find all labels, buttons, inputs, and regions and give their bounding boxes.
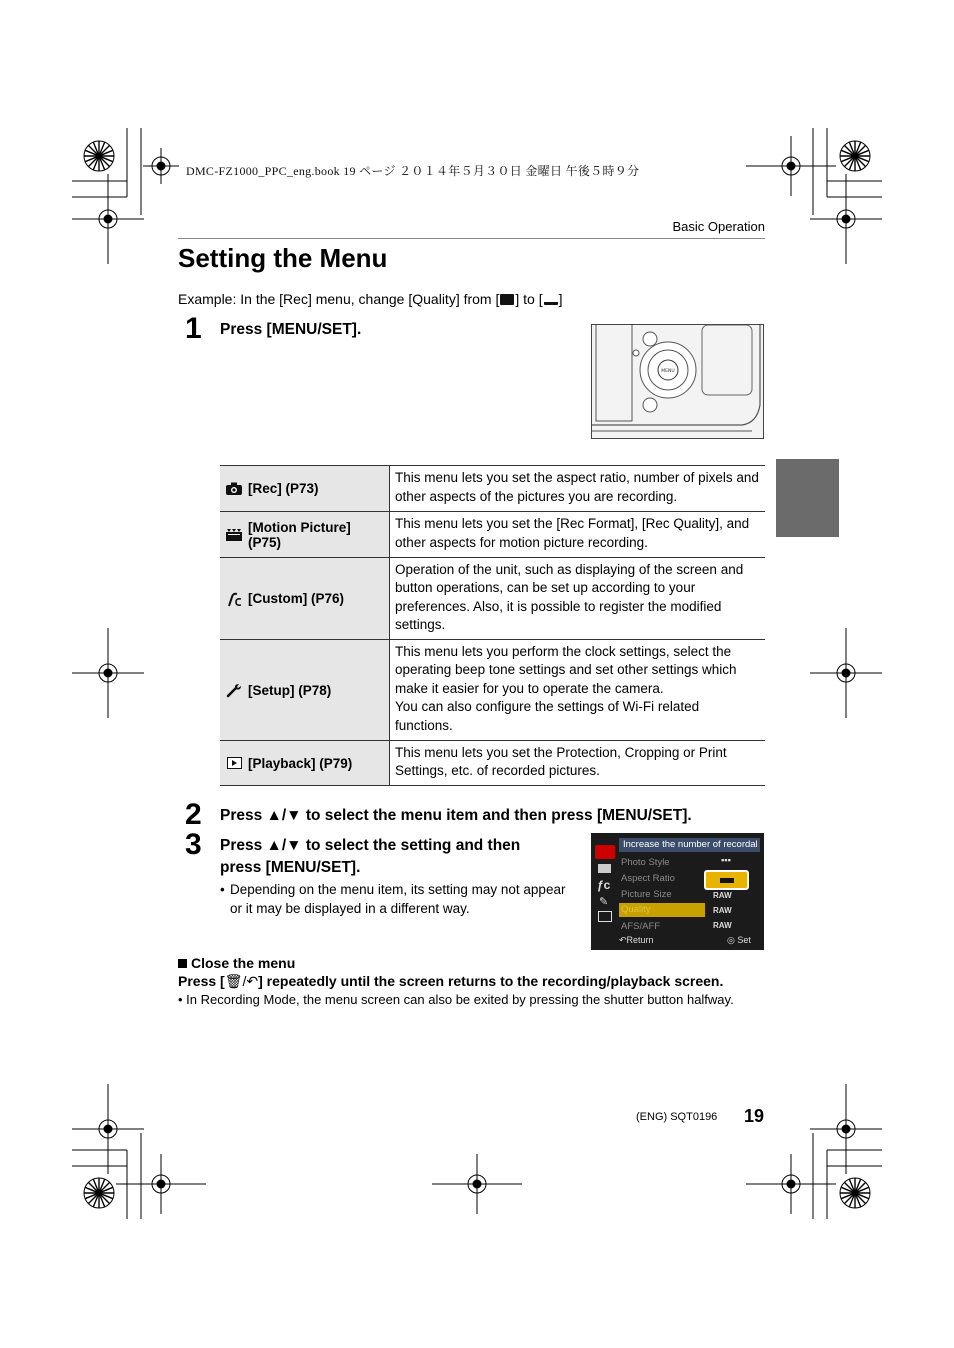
playback-icon <box>226 755 242 771</box>
menu-desc-custom: Operation of the unit, such as displaying of the screen and button operations, can be set up according to your preferences. Also, it is possible to register the modified settings. <box>390 558 766 640</box>
menu-label-playback: [Playback] (P79) <box>248 755 353 771</box>
menu-desc-rec: This menu lets you set the aspect ratio, number of pixels and other aspects of the pictures you are recording. <box>390 466 766 512</box>
lcd-option-raw-3[interactable]: RAW <box>713 921 732 930</box>
lcd-return[interactable] <box>619 935 654 946</box>
step-3-bullet-text: Depending on the menu item, its setting may not appear or it may be displayed in a different way. <box>230 882 566 916</box>
table-row <box>220 640 765 741</box>
menu-desc-playback: This menu lets you set the Protection, Cropping or Print Settings, etc. of recorded pictures. <box>390 741 766 786</box>
square-bullet-icon <box>178 959 187 968</box>
lcd-item-afs-aff[interactable]: AFS/AFF <box>621 921 661 932</box>
bullet-marker: • <box>220 882 225 897</box>
menu-label-setup: [Setup] (P78) <box>248 682 332 698</box>
section-side-tab <box>776 459 839 537</box>
step-3-text: Press ▲/▼ to select the setting and then press [MENU/SET]. <box>220 837 521 876</box>
example-prefix: Example: In the [Rec] menu, change [Quality] from [ <box>178 291 500 307</box>
lcd-playback-tab-icon <box>598 911 612 922</box>
lcd-item-aspect-ratio[interactable]: Aspect Ratio <box>621 873 675 884</box>
menu-label-motion-picture: [Motion Picture] (P75) <box>248 519 351 550</box>
table-row <box>220 466 765 512</box>
step-3-number: 3 <box>185 828 202 861</box>
lcd-option-raw-1[interactable]: RAW <box>713 891 732 900</box>
lcd-option-standard-selected[interactable] <box>704 870 749 890</box>
example-middle: ] to [ <box>515 291 543 307</box>
print-header: DMC-FZ1000_PPC_eng.book 19 ページ ２０１４年５月３０日 金曜日 午後５時９分 <box>186 164 640 178</box>
close-menu-instruction <box>178 973 723 990</box>
section-label: Basic Operation <box>672 219 765 234</box>
lcd-menu-screenshot <box>591 833 764 950</box>
example-suffix: ] <box>558 291 563 307</box>
page-number: 19 <box>744 1106 765 1126</box>
table-row <box>220 512 765 558</box>
quality-standard-icon <box>720 878 734 883</box>
title-rule <box>178 238 765 239</box>
trash-return-icon: 🗑/↶ <box>224 973 259 989</box>
lcd-custom-tab-icon: ƒc <box>597 878 611 892</box>
document-code: (ENG) SQT0196 <box>636 1111 718 1123</box>
step-1-text: Press [MENU/SET]. <box>220 321 362 338</box>
lcd-item-photo-style[interactable]: Photo Style <box>621 857 670 868</box>
lcd-item-quality[interactable]: Quality <box>619 903 705 917</box>
motion-picture-icon <box>226 527 242 543</box>
step-2-number: 2 <box>185 798 202 831</box>
lcd-option-raw-2[interactable]: RAW <box>713 906 732 915</box>
custom-icon <box>226 591 242 607</box>
step-1-number: 1 <box>185 312 202 345</box>
lcd-set-label: Set <box>737 935 751 945</box>
lcd-option-fine-icon[interactable]: ▪▪▪ <box>720 855 732 866</box>
menu-desc-motion-picture: This menu lets you set the [Rec Format], [Rec Quality], and other aspects for motion picture recording. <box>390 512 766 558</box>
close-press-prefix: Press [ <box>178 973 225 989</box>
lcd-item-picture-size[interactable]: Picture Size <box>621 889 672 900</box>
return-icon: ↶ <box>619 935 627 945</box>
quality-fine-icon <box>500 294 514 305</box>
quality-standard-icon <box>544 294 558 305</box>
close-press-suffix: ] repeatedly until the screen returns to the recording/playback screen. <box>258 973 724 989</box>
step-3-bullet <box>220 880 580 918</box>
menu-desc-setup: This menu lets you perform the clock settings, select the operating beep tone settings and set other settings which make it easier for you to operate the camera. You can also configure the settings of Wi-Fi related functions. <box>390 640 766 741</box>
lcd-motion-tab-icon <box>598 864 611 873</box>
menu-label-rec: [Rec] (P73) <box>248 481 319 496</box>
close-menu-heading <box>178 955 295 971</box>
lcd-return-label: Return <box>626 935 654 945</box>
svg-text:MENU: MENU <box>661 369 675 374</box>
table-row <box>220 741 765 786</box>
lcd-set[interactable] <box>727 935 751 946</box>
camera-icon <box>226 481 242 497</box>
lcd-setup-tab-icon: ✎ <box>599 896 609 908</box>
table-row <box>220 558 765 640</box>
menu-label-custom: [Custom] (P76) <box>248 591 345 606</box>
step-2-text: Press ▲/▼ to select the menu item and then press [MENU/SET]. <box>220 807 692 824</box>
example-line <box>178 291 563 307</box>
lcd-rec-tab-icon <box>595 845 615 859</box>
menu-table <box>220 465 765 786</box>
camera-back-illustration <box>591 324 764 439</box>
page-title: Setting the Menu <box>178 243 388 273</box>
menu-set-icon: ◎ <box>727 935 735 945</box>
close-menu-note: • In Recording Mode, the menu screen can also be exited by pressing the shutter button halfway. <box>178 992 734 1007</box>
close-menu-heading-text: Close the menu <box>191 955 296 971</box>
wrench-icon <box>226 682 242 698</box>
lcd-header: Increase the number of recordal <box>619 838 760 852</box>
